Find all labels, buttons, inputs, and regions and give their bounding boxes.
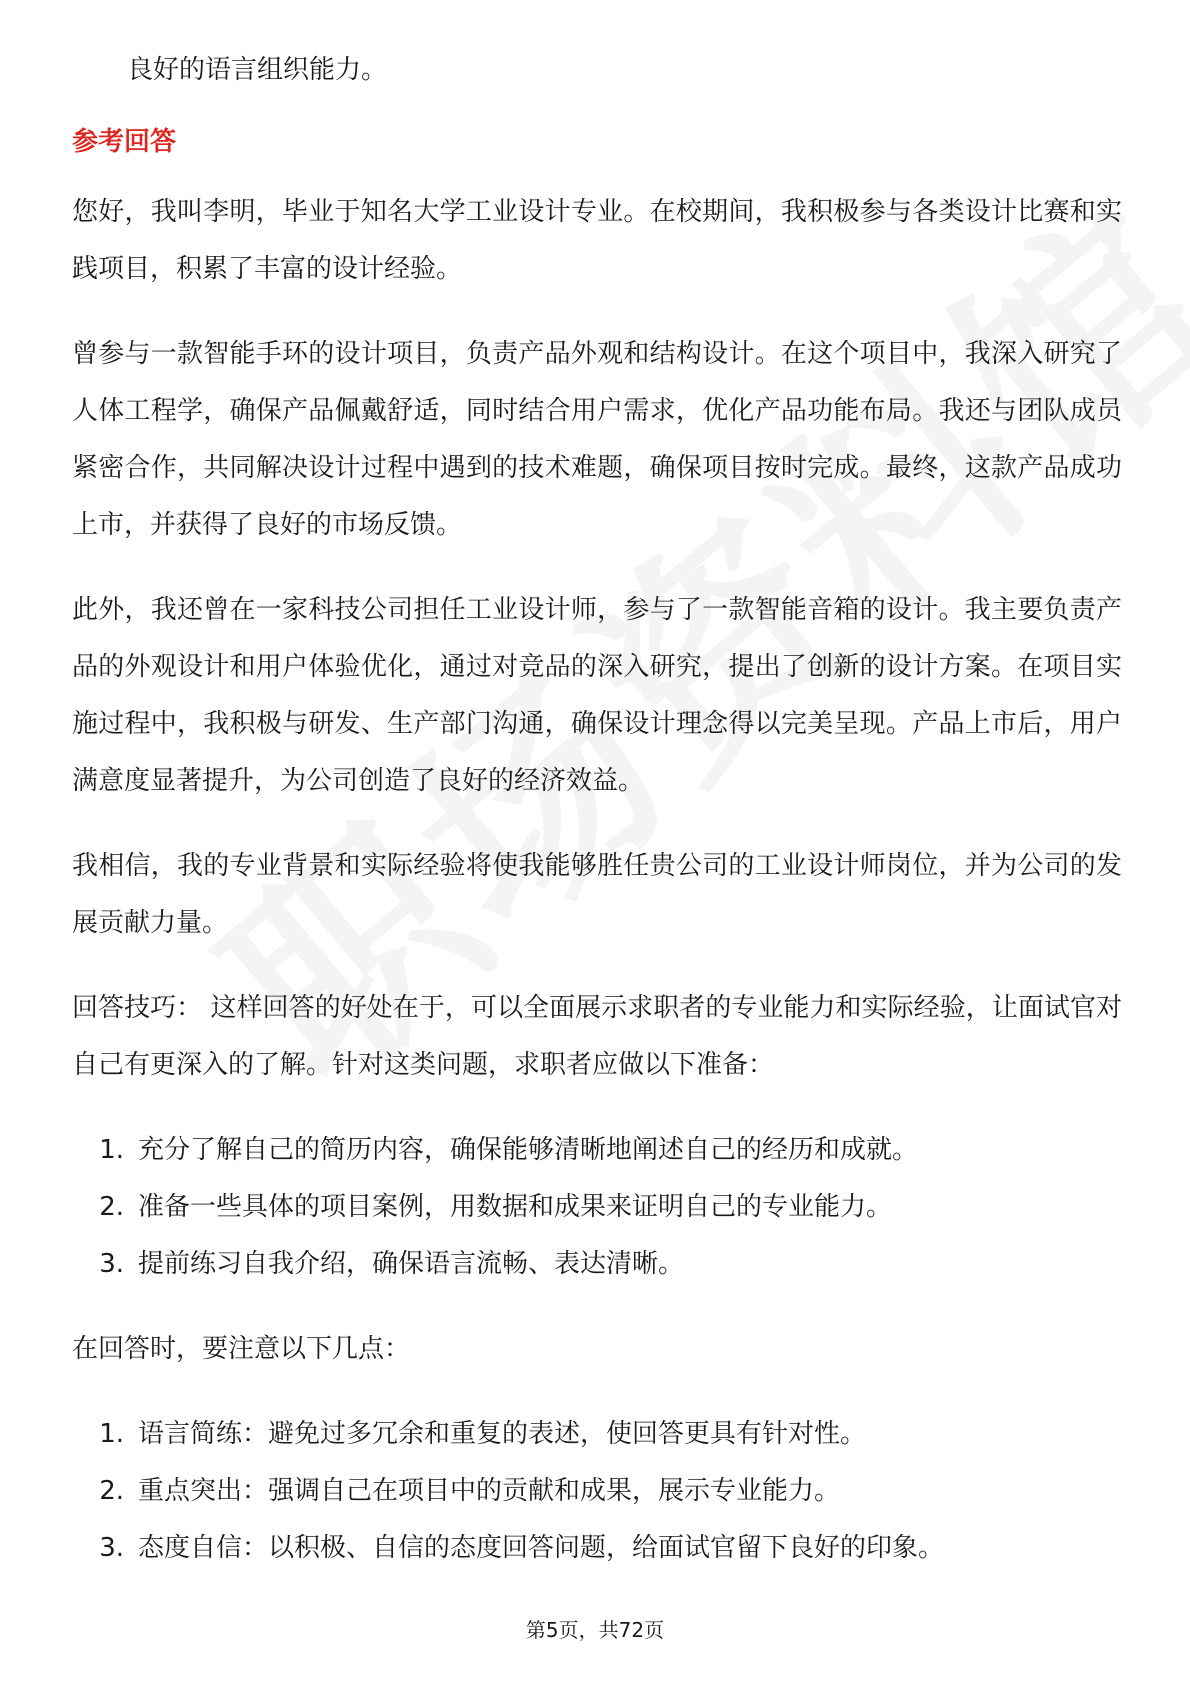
notes-intro: 在回答时，要注意以下几点： [72,1334,411,1364]
list-item [72,1463,1122,1520]
prep-list [72,1122,1122,1293]
list-number: 1. [99,1419,124,1449]
list-item [72,1236,1122,1293]
list-text: 态度自信：以积极、自信的态度回答问题，给面试官留下良好的印象。 [138,1533,945,1563]
list-item [72,1122,1122,1179]
paragraph-project-wristband: 曾参与一款智能手环的设计项目，负责产品外观和结构设计。在这个项目中，我深入研究了人体工程学，确保产品佩戴舒适，同时结合用户需求，优化产品功能布局。我还与团队成员紧密合作，共同解决设计过程中遇到的技术难题，确保项目按时完成。最终，这款产品成功上市，并获得了良好的市场反馈。 [72,339,1122,540]
paragraph-project-speaker: 此外，我还曾在一家科技公司担任工业设计师，参与了一款智能音箱的设计。我主要负责产品的外观设计和用户体验优化，通过对竞品的深入研究，提出了创新的设计方案。在项目实施过程中，我积极与研发、生产部门沟通，确保设计理念得以完美呈现。产品上市后，用户满意度显著提升，为公司创造了良好的经济效益。 [72,595,1122,796]
paragraph-intro: 您好，我叫李明，毕业于知名大学工业设计专业。在校期间，我积极参与各类设计比赛和实践项目，积累了丰富的设计经验。 [72,197,1122,284]
list-text: 重点突出：强调自己在项目中的贡献和成果，展示专业能力。 [138,1476,841,1506]
list-text: 语言简练：避免过多冗余和重复的表述，使回答更具有针对性。 [138,1419,867,1449]
list-number: 3. [99,1533,124,1563]
tips-paragraph: 回答技巧： 这样回答的好处在于，可以全面展示求职者的专业能力和实际经验，让面试官对自己有更深入的了解。针对这类问题，求职者应做以下准备： [72,993,1122,1080]
list-number: 3. [99,1249,124,1279]
notes-list [72,1406,1122,1577]
list-item [72,1179,1122,1236]
list-number: 2. [99,1192,124,1222]
list-text: 准备一些具体的项目案例，用数据和成果来证明自己的专业能力。 [138,1192,893,1222]
intro-line: 良好的语言组织能力。 [127,55,388,85]
list-number: 1. [99,1135,124,1165]
list-item [72,1406,1122,1463]
page-footer: 第5页，共72页 [525,1618,665,1642]
list-text: 充分了解自己的简历内容，确保能够清晰地阐述自己的经历和成就。 [138,1135,919,1165]
section-heading: 参考回答 [72,127,177,157]
list-item [72,1520,1122,1577]
list-text: 提前练习自我介绍，确保语言流畅、表达清晰。 [138,1249,685,1279]
paragraph-conclusion: 我相信，我的专业背景和实际经验将使我能够胜任贵公司的工业设计师岗位，并为公司的发展贡献力量。 [72,851,1122,938]
list-number: 2. [99,1476,124,1506]
page-content [72,40,1122,1577]
